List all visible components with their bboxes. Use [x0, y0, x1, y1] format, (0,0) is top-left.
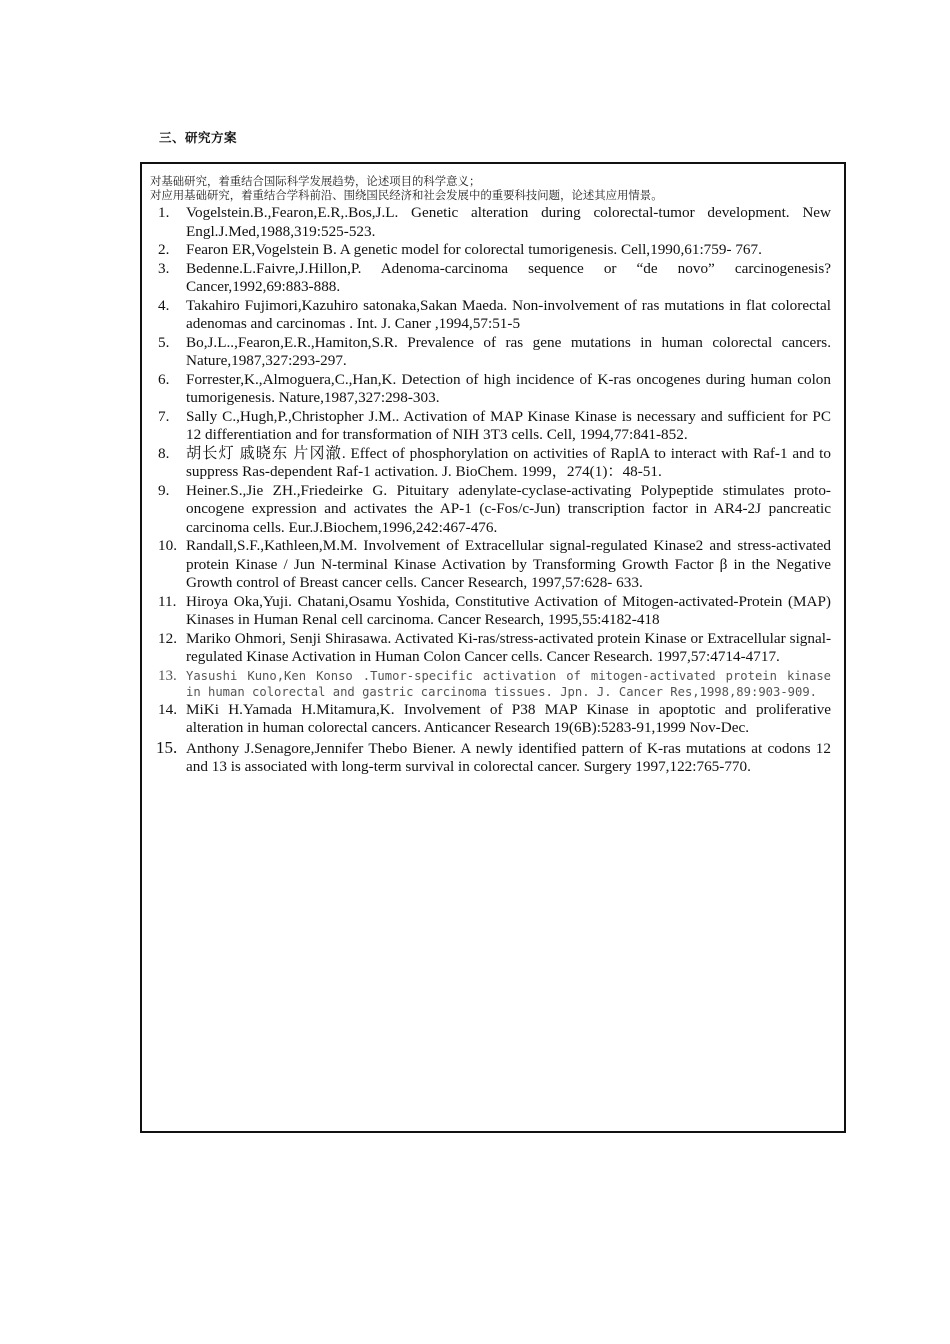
instruction-line-applied: 对应用基础研究，着重结合学科前沿、围绕国民经济和社会发展中的重要科技问题，论述其应用情景。 [150, 188, 663, 202]
reference-text: Mariko Ohmori, Senji Shirasawa. Activated Ki-ras/stress-activated protein Kinase or Extracellular signal-regulated Kinase Activation in Human Colon Cancer cells. Cancer Research. 1997,57:4714-4717. [186, 629, 831, 665]
reference-item [150, 630, 831, 667]
reference-text: Bo,J.L..,Fearon,E.R.,Hamiton,S.R. Prevalence of ras gene mutations in human colorectal cancers. Nature,1987,327:293-297. [186, 333, 831, 369]
reference-text: Heiner.S.,Jie ZH.,Friedeirke G. Pituitary adenylate-cyclase-activating Polypeptide stimulates proto-oncogene expression and activates the AP-1 (c-Fos/c-Jun) transcription factor in AR4-2J pancreatic carcinoma cells. Eur.J.Biochem,1996,242:467-476. [186, 481, 831, 536]
reference-text: Forrester,K.,Almoguera,C.,Han,K. Detection of high incidence of K-ras oncogenes during human colon tumorigenesis. Nature,1987,327:298-303. [186, 370, 831, 406]
reference-item [150, 482, 831, 538]
reference-number: 10. [158, 537, 177, 554]
reference-number: 9. [158, 481, 170, 499]
reference-number: 13. [158, 667, 177, 684]
reference-list [150, 204, 831, 777]
reference-number: 3. [158, 259, 170, 277]
reference-text: Hiroya Oka,Yuji. Chatani,Osamu Yoshida, Constitutive Activation of Mitogen-activated-Protein (MAP) Kinases in Human Renal cell carcinoma. Cancer Research, 1995,55:4182-418 [186, 592, 831, 628]
reference-number: 15. [156, 737, 178, 757]
reference-item [150, 701, 831, 738]
reference-item [150, 371, 831, 408]
reference-item [150, 334, 831, 371]
reference-text: Takahiro Fujimori,Kazuhiro satonaka,Sakan Maeda. Non-involvement of ras mutations in flat colorectal adenomas and carcinomas . Int. J. Caner ,1994,57:51-5 [186, 296, 831, 332]
reference-text: Sally C.,Hugh,P.,Christopher J.M.. Activation of MAP Kinase Kinase is necessary and sufficient for PC 12 differentiation and for transformation of NIH 3T3 cells. Cell, 1994,77:841-852. [186, 407, 831, 443]
reference-number: 12. [158, 629, 177, 647]
instructions [150, 174, 840, 202]
content-frame [140, 162, 846, 1133]
reference-text: Vogelstein.B.,Fearon,E.R,.Bos,J.L. Genetic alteration during colorectal-tumor development. New Engl.J.Med,1988,319:525-523. [186, 204, 831, 240]
reference-text: Yasushi Kuno,Ken Konso .Tumor-specific activation of mitogen-activated protein kinase in human colorectal and gastric carcinoma tissues. Jpn. J. Cancer Res,1998,89:903-909. [186, 668, 831, 699]
reference-number: 1. [158, 204, 170, 221]
reference-text: 胡长灯 戚晓东 片冈澈. Effect of phosphorylation on activities of RaplA to interact with Raf-1 and to suppress Ras-dependent Raf-1 activation. J. BioChem. 1999，274(1)：48-51. [186, 444, 831, 480]
reference-number: 6. [158, 370, 170, 388]
reference-number: 5. [158, 333, 170, 351]
reference-number: 4. [158, 296, 170, 314]
reference-item [150, 408, 831, 445]
reference-text: Anthony J.Senagore,Jennifer Thebo Biener. A newly identified pattern of K-ras mutations at codons 12 and 13 is associated with long-term survival in colorectal cancer. Surgery 1997,122:765-770. [186, 739, 831, 775]
reference-item [150, 737, 831, 777]
reference-item [150, 297, 831, 334]
reference-item [150, 204, 831, 241]
reference-text: MiKi H.Yamada H.Mitamura,K. Involvement of P38 MAP Kinase in apoptotic and proliferative alteration in human colorectal cancers. Anticancer Research 19(6B):5283-91,1999 Nov-Dec. [186, 700, 831, 736]
reference-item [150, 260, 831, 297]
reference-number: 11. [158, 592, 177, 610]
reference-item [150, 241, 831, 260]
reference-number: 8. [158, 444, 170, 462]
reference-item [150, 668, 831, 701]
reference-item [150, 445, 831, 482]
reference-text: Randall,S.F.,Kathleen,M.M. Involvement of Extracellular signal-regulated Kinase2 and stress-activated protein Kinase / Jun N-terminal Kinase Activation by Transforming Growth Factor β in the Negative Growth control of Breast cancer cells. Cancer Research, 1997,57:628- 633. [186, 537, 831, 591]
reference-text: Fearon ER,Vogelstein B. A genetic model for colorectal tumorigenesis. Cell,1990,61:759- 767. [186, 241, 762, 258]
reference-text: Bedenne.L.Faivre,J.Hillon,P. Adenoma-carcinoma sequence or “de novo” carcinogenesis? Cancer,1992,69:883-888. [186, 259, 831, 295]
section-heading: 三、研究方案 [159, 130, 238, 145]
instruction-line-basic: 对基础研究，着重结合国际科学发展趋势，论述项目的科学意义； [150, 174, 481, 188]
reference-number: 2. [158, 241, 170, 258]
reference-item [150, 593, 831, 630]
reference-number: 14. [158, 700, 177, 718]
reference-item [150, 537, 831, 593]
reference-number: 7. [158, 407, 170, 425]
